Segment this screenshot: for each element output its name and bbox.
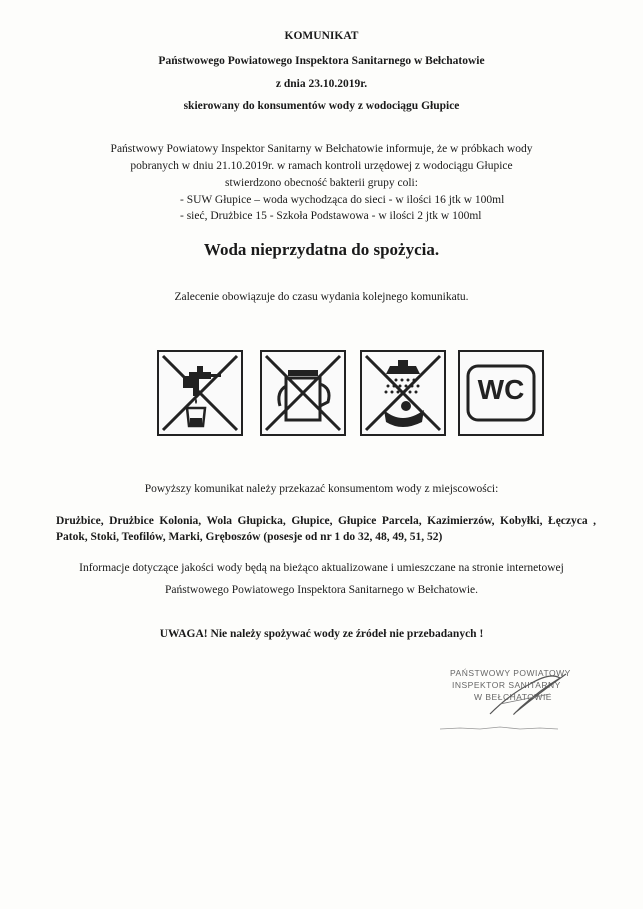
intro-line-2: pobranych w dniu 21.10.2019r. w ramach kontroli urzędowej z wodociągu Głupice — [130, 160, 513, 172]
doc-title: KOMUNIKAT — [284, 30, 359, 42]
caution-note: UWAGA! Nie należy spożywać wody ze źródeł nie przebadanych ! — [159, 628, 484, 640]
stamp-line-3: W BEŁCHATOWIE — [474, 692, 552, 702]
main-warning: Woda nieprzydatna do spożycia. — [203, 240, 440, 259]
finding-2: - sieć, Drużbice 15 - Szkoła Podstawowa - w ilości 2 jtk w 100ml — [180, 210, 482, 222]
wc-icon — [458, 350, 544, 436]
signature-line — [440, 724, 560, 732]
doc-issuer: Państwowego Powiatowego Inspektora Sanitarnego w Bełchatowie — [158, 55, 485, 67]
no-cooking-icon — [260, 350, 346, 436]
intro-line-1: Państwowy Powiatowy Inspektor Sanitarny w Bełchatowie informuje, że w próbkach wody — [110, 143, 533, 155]
recommendation: Zalecenie obowiązuje do czasu wydania kolejnego komunikatu. — [174, 291, 469, 303]
towns-list: Drużbice, Drużbice Kolonia, Wola Głupicka, Głupice, Głupice Parcela, Kazimierzów, Kobyłki, Łęczyca , Patok, Stoki, Teofilów, Marki, Gręboszów (posesje od nr 1 do 32, 48, 49, 51, 52) — [56, 515, 596, 543]
pass-on-note: Powyższy komunikat należy przekazać konsumentom wody z miejscowości: — [144, 483, 499, 495]
finding-1: - SUW Głupice – woda wychodząca do sieci - w ilości 16 jtk w 100ml — [180, 194, 505, 206]
stamp-line-2: INSPEKTOR SANITARNY — [452, 680, 561, 690]
wc-label: WC — [477, 374, 525, 405]
info-line-1: Informacje dotyczące jakości wody będą na bieżąco aktualizowane i umieszczane na stronie internetowej — [79, 562, 564, 574]
info-line-2: Państwowego Powiatowego Inspektora Sanitarnego w Bełchatowie. — [165, 584, 478, 596]
no-bathing-icon — [360, 350, 446, 436]
intro-line-3: stwierdzono obecność bakterii grupy coli: — [225, 177, 418, 189]
no-drinking-tap-icon — [157, 350, 243, 436]
doc-date: z dnia 23.10.2019r. — [275, 78, 368, 90]
stamp-line-1: PAŃSTWOWY POWIATOWY — [450, 668, 571, 678]
doc-addressee: skierowany do konsumentów wody z wodociągu Głupice — [183, 100, 460, 112]
